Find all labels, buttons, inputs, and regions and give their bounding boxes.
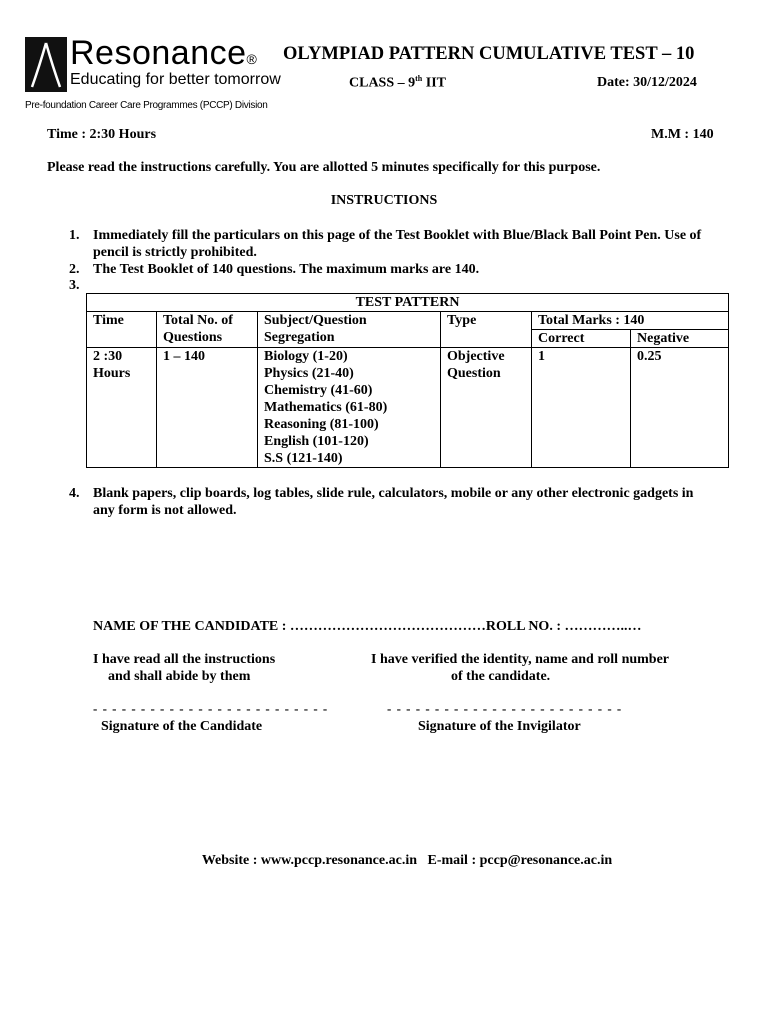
candidate-signature-line: - - - - - - - - - - - - - - - - - - - - - - - - - [93,701,329,716]
test-title: OLYMPIAD PATTERN CUMULATIVE TEST – 10 [283,44,695,64]
max-marks: M.M : 140 [651,127,714,142]
cell-correct: 1 [532,348,631,468]
header-type: Type [441,312,532,348]
invigilator-signature-line: - - - - - - - - - - - - - - - - - - - - - - - - - [387,701,623,716]
subject-item: S.S (121-140) [264,451,343,466]
cell-negative: 0.25 [631,348,729,468]
declaration-invigilator-line1: I have verified the identity, name and roll number [371,652,670,667]
header-total-marks: Total Marks : 140 [532,312,729,330]
header-time: Time [87,312,157,348]
subject-item: English (101-120) [264,434,369,449]
candidate-name-roll-line: NAME OF THE CANDIDATE : ……………………………………ROLL NO. : …………..… [93,619,642,634]
cell-questions: 1 – 140 [157,348,258,468]
instruction-item: 1. Immediately fill the particulars on this page of the Test Booklet with Blue/Black Ball Point Pen. Use of pencil is strictly prohibited. [69,228,702,260]
test-date: Date: 30/12/2024 [597,75,697,90]
header-subject: Subject/Question Segregation [258,312,441,348]
instructions-heading: INSTRUCTIONS [330,193,438,208]
test-duration: Time : 2:30 Hours [47,127,157,142]
header-questions: Total No. of Questions [157,312,258,348]
declaration-candidate-line1: I have read all the instructions [93,652,276,667]
subject-item: Biology (1-20) [264,349,348,364]
declaration-invigilator-line2: of the candidate. [451,669,551,684]
subject-item: Mathematics (61-80) [264,400,388,415]
test-pattern-table [86,293,729,468]
class-label: CLASS – 9th IIT [349,74,446,91]
logo-wordmark: Resonance® [70,34,258,72]
header-negative: Negative [631,330,729,348]
cell-type: Objective Question [441,348,532,468]
logo-division: Pre-foundation Career Care Programmes (PCCP) Division [25,100,268,111]
subject-item: Reasoning (81-100) [264,417,379,432]
subject-item: Chemistry (41-60) [264,383,373,398]
instruction-item: 4. Blank papers, clip boards, log tables, slide rule, calculators, mobile or any other electronic gadgets in any form is not allowed. [69,486,694,518]
declaration-candidate-line2: and shall abide by them [108,669,251,684]
arch-logo-icon [25,37,67,92]
subject-item: Physics (21-40) [264,366,354,381]
cell-time: 2 :30 Hours [87,348,157,468]
signature-candidate-label: Signature of the Candidate [101,719,263,734]
table-row [87,348,729,468]
header-correct: Correct [532,330,631,348]
signature-invigilator-label: Signature of the Invigilator [418,719,581,734]
notice-text: Please read the instructions carefully. You are allotted 5 minutes specifically for this purpose. [47,160,601,175]
instruction-item: 2. The Test Booklet of 140 questions. The maximum marks are 140. [69,262,480,277]
table-title: TEST PATTERN [87,294,729,312]
logo-tagline: Educating for better tomorrow [70,71,281,88]
cell-subjects [258,348,441,468]
resonance-logo-mark [25,37,67,92]
footer-contact: Website : www.pccp.resonance.ac.in E-mail : pccp@resonance.ac.in [201,853,613,868]
